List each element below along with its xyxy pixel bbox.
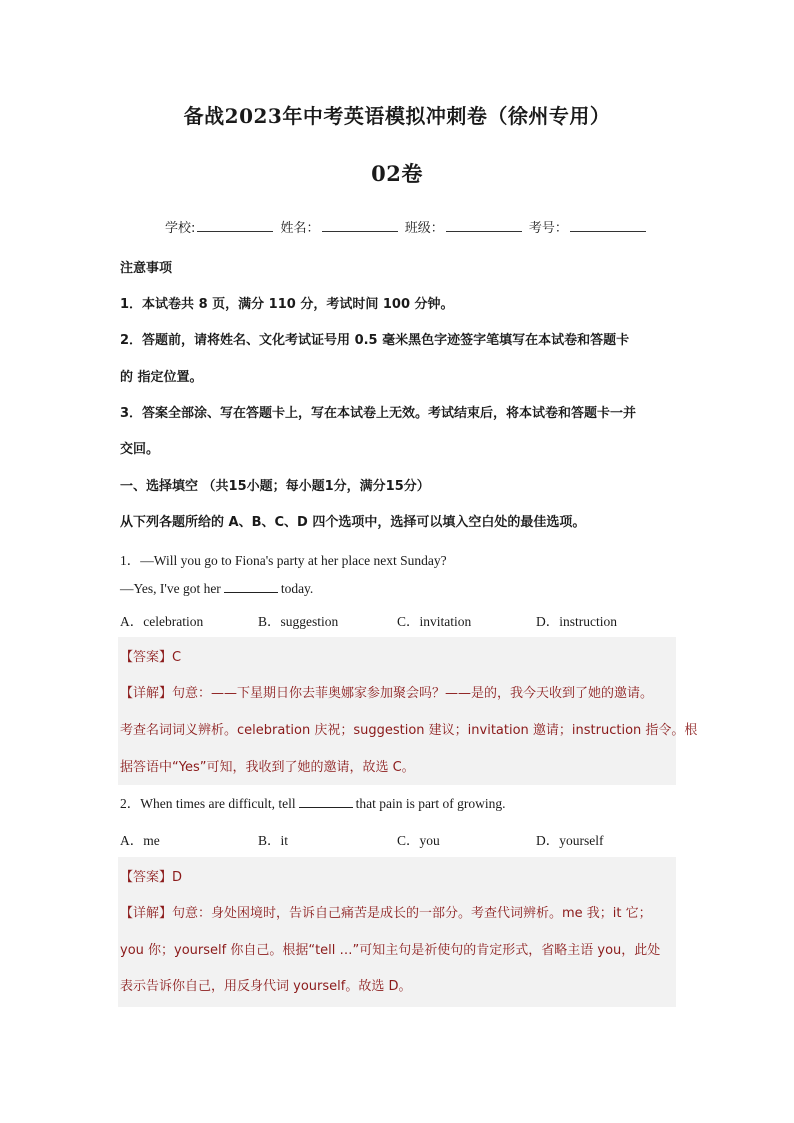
q2-option-d[interactable]: D．yourself [536,833,604,848]
class-label: 班级： [404,221,444,236]
question-1-stem: 1．—Will you go to Fiona's party at her place next Sunday? [120,553,447,568]
q2-option-a[interactable]: A．me [120,833,160,848]
q1-option-b[interactable]: B．suggestion [258,614,339,629]
notice-item-1: 1．本试卷共 8 页，满分 110 分，考试时间 100 分钟。 [120,297,454,312]
q1-option-a[interactable]: A．celebration [120,614,204,629]
answer-blank [299,796,353,808]
q2-option-b[interactable]: B．it [258,833,289,848]
name-label: 姓名： [280,221,320,236]
section-instruction: 从下列各题所给的 A、B、C、D 四个选项中，选择可以填入空白处的最佳选项。 [120,515,586,530]
question-1-reply: —Yes, I've got her today. [120,581,314,596]
class-field[interactable] [446,219,522,232]
number-field[interactable] [570,219,646,232]
q1-answer: 【答案】C [120,650,182,665]
q2-explain-1: 【详解】句意：身处困境时，告诉自己痛苦是成长的一部分。考查代词辨析。me 我；it 它； [120,906,652,921]
notice-item-2b: 的 指定位置。 [120,370,203,385]
q2-explain-3: 表示告诉你自己，用反身代词 yourself。故选 D。 [120,979,412,994]
q1-explain-3: 据答语中“Yes”可知，我收到了她的邀请，故选 C。 [120,760,415,775]
question-2-stem: 2．When times are difficult, tell that pain is part of growing. [120,796,506,811]
number-label: 考号： [528,221,568,236]
q2-explain-2: you 你；yourself 你自己。根据“tell …”可知主句是祈使句的肯定形式，省略主语 you，此处 [120,943,661,958]
school-label: 学校: [165,221,196,236]
name-field[interactable] [322,219,398,232]
q1-option-d[interactable]: D．instruction [536,614,617,629]
exam-subtitle: 02卷 [371,161,423,186]
q2-option-c[interactable]: C．you [397,833,440,848]
notice-item-3b: 交回。 [120,442,160,457]
section-heading: 一、选择填空 （共15小题；每小题1分，满分15分） [120,479,430,494]
q1-explain-1: 【详解】句意：——下星期日你去菲奥娜家参加聚会吗？——是的，我今天收到了她的邀请。 [120,686,654,701]
school-field[interactable] [197,219,273,232]
answer-blank [224,581,278,593]
notice-item-2a: 2．答题前，请将姓名、文化考试证号用 0.5 毫米黑色字迹签字笔填写在本试卷和答题卡 [120,333,630,348]
notice-heading: 注意事项 [120,261,173,276]
notice-item-3a: 3．答案全部涂、写在答题卡上，写在本试卷上无效。考试结束后，将本试卷和答题卡一并 [120,406,637,421]
exam-title: 备战2023年中考英语模拟冲刺卷（徐州专用） [183,104,611,128]
student-info-line [165,217,649,236]
q1-explain-2: 考查名词词义辨析。celebration 庆祝；suggestion 建议；invitation 邀请；instruction 指令。根 [120,723,698,738]
q1-option-c[interactable]: C．invitation [397,614,472,629]
q2-answer: 【答案】D [120,870,183,885]
